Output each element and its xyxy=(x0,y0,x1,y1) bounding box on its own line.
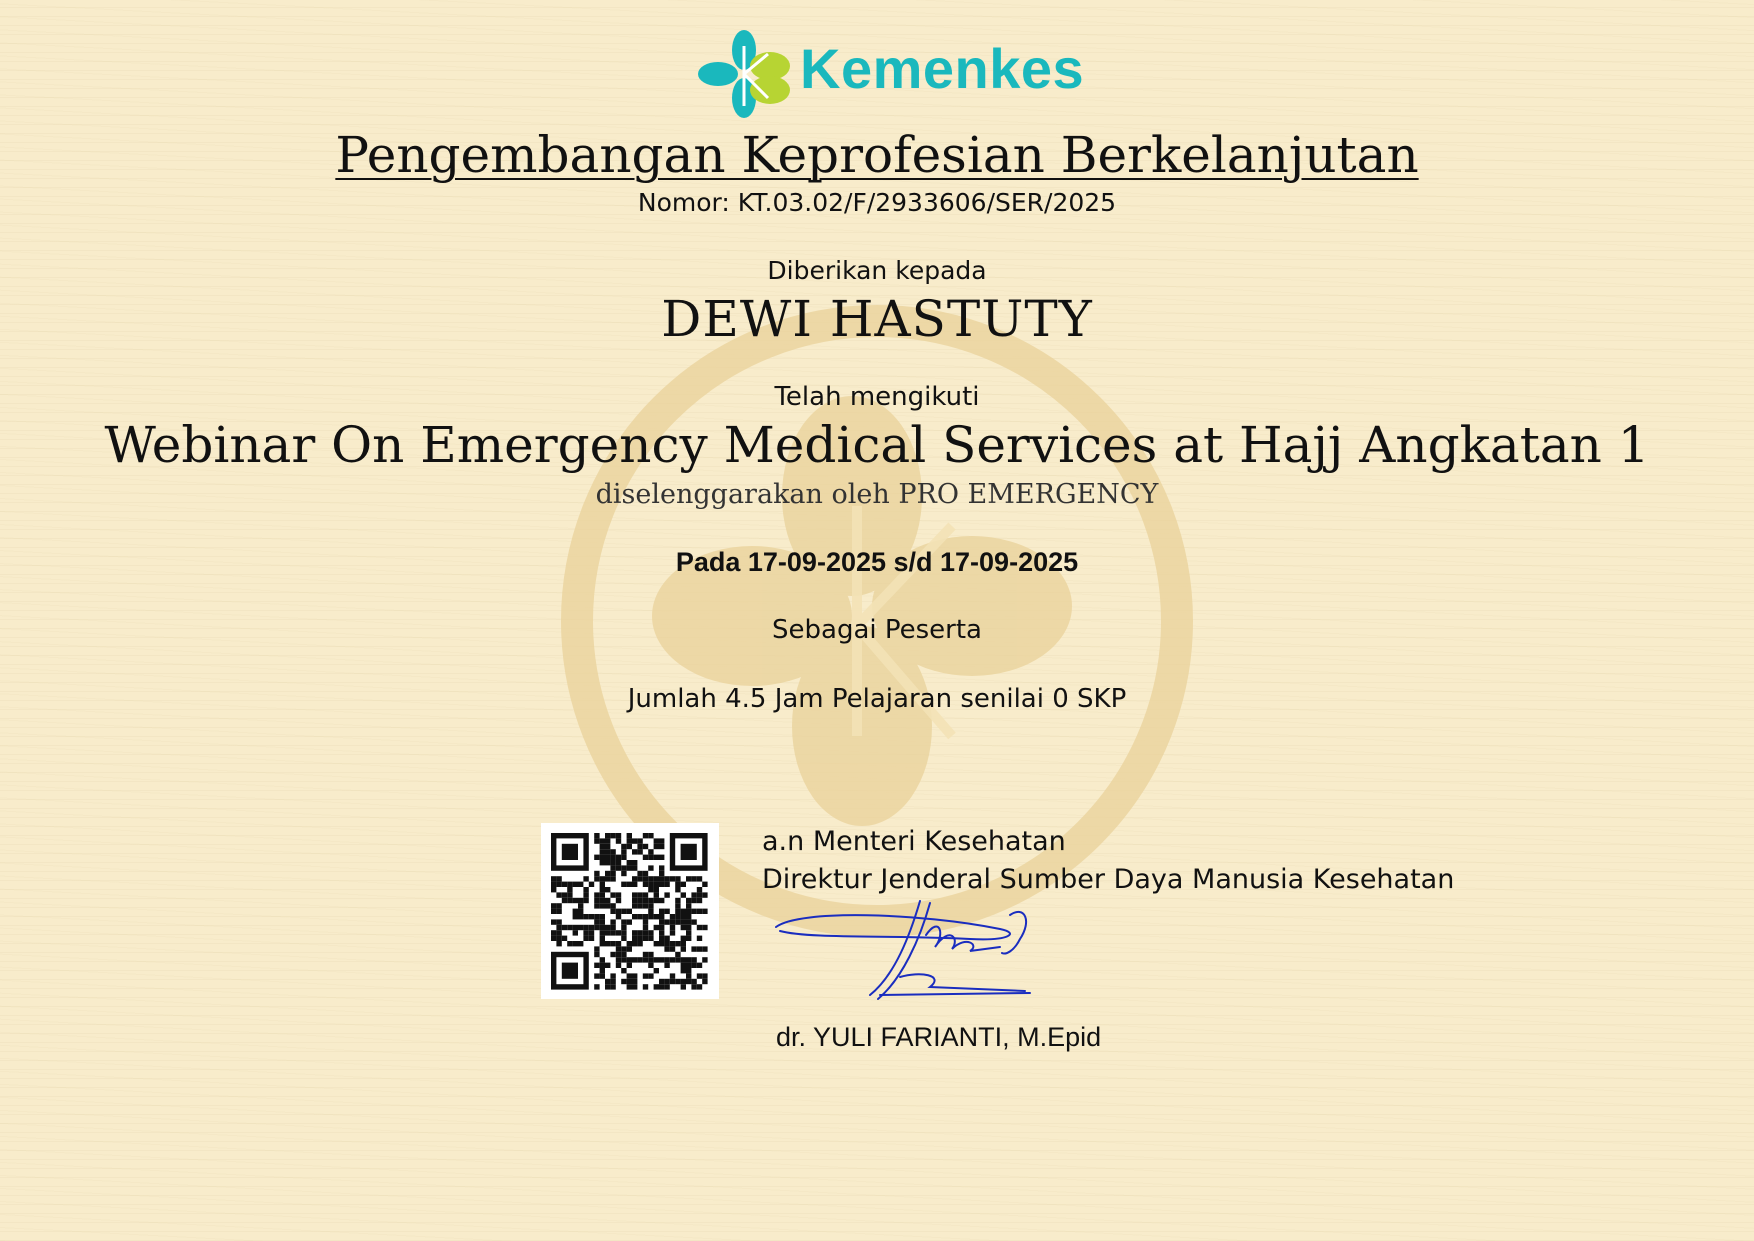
attended-label: Telah mengikuti xyxy=(774,382,980,412)
event-date-range: Pada 17-09-2025 s/d 17-09-2025 xyxy=(675,547,1079,577)
signature-authority-line2: Direktur Jenderal Sumber Daya Manusia Kesehatan xyxy=(762,864,1455,895)
qr-code-icon[interactable] xyxy=(541,823,719,999)
handwritten-signature-icon xyxy=(770,895,1050,1005)
participant-role: Sebagai Peserta xyxy=(772,615,982,645)
kemenkes-logo xyxy=(698,26,1088,120)
signature-authority-line1: a.n Menteri Kesehatan xyxy=(762,826,1066,857)
learning-hours: Jumlah 4.5 Jam Pelajaran senilai 0 SKP xyxy=(627,684,1127,714)
given-to-label: Diberikan kepada xyxy=(767,256,987,285)
organizer-text: diselenggarakan oleh PRO EMERGENCY xyxy=(595,479,1159,510)
certificate-number: Nomor: KT.03.02/F/2933606/SER/2025 xyxy=(637,188,1117,217)
logo-wordmark: Kemenkes xyxy=(800,37,1085,100)
event-name: Webinar On Emergency Medical Services at Hajj Angkatan 1 xyxy=(104,416,1650,474)
recipient-name: DEWI HASTUTY xyxy=(661,290,1093,348)
certificate-title: Pengembangan Keprofesian Berkelanjutan xyxy=(335,126,1419,184)
signer-name: dr. YULI FARIANTI, M.Epid xyxy=(776,1022,1102,1052)
kemenkes-logo-icon xyxy=(698,26,794,120)
